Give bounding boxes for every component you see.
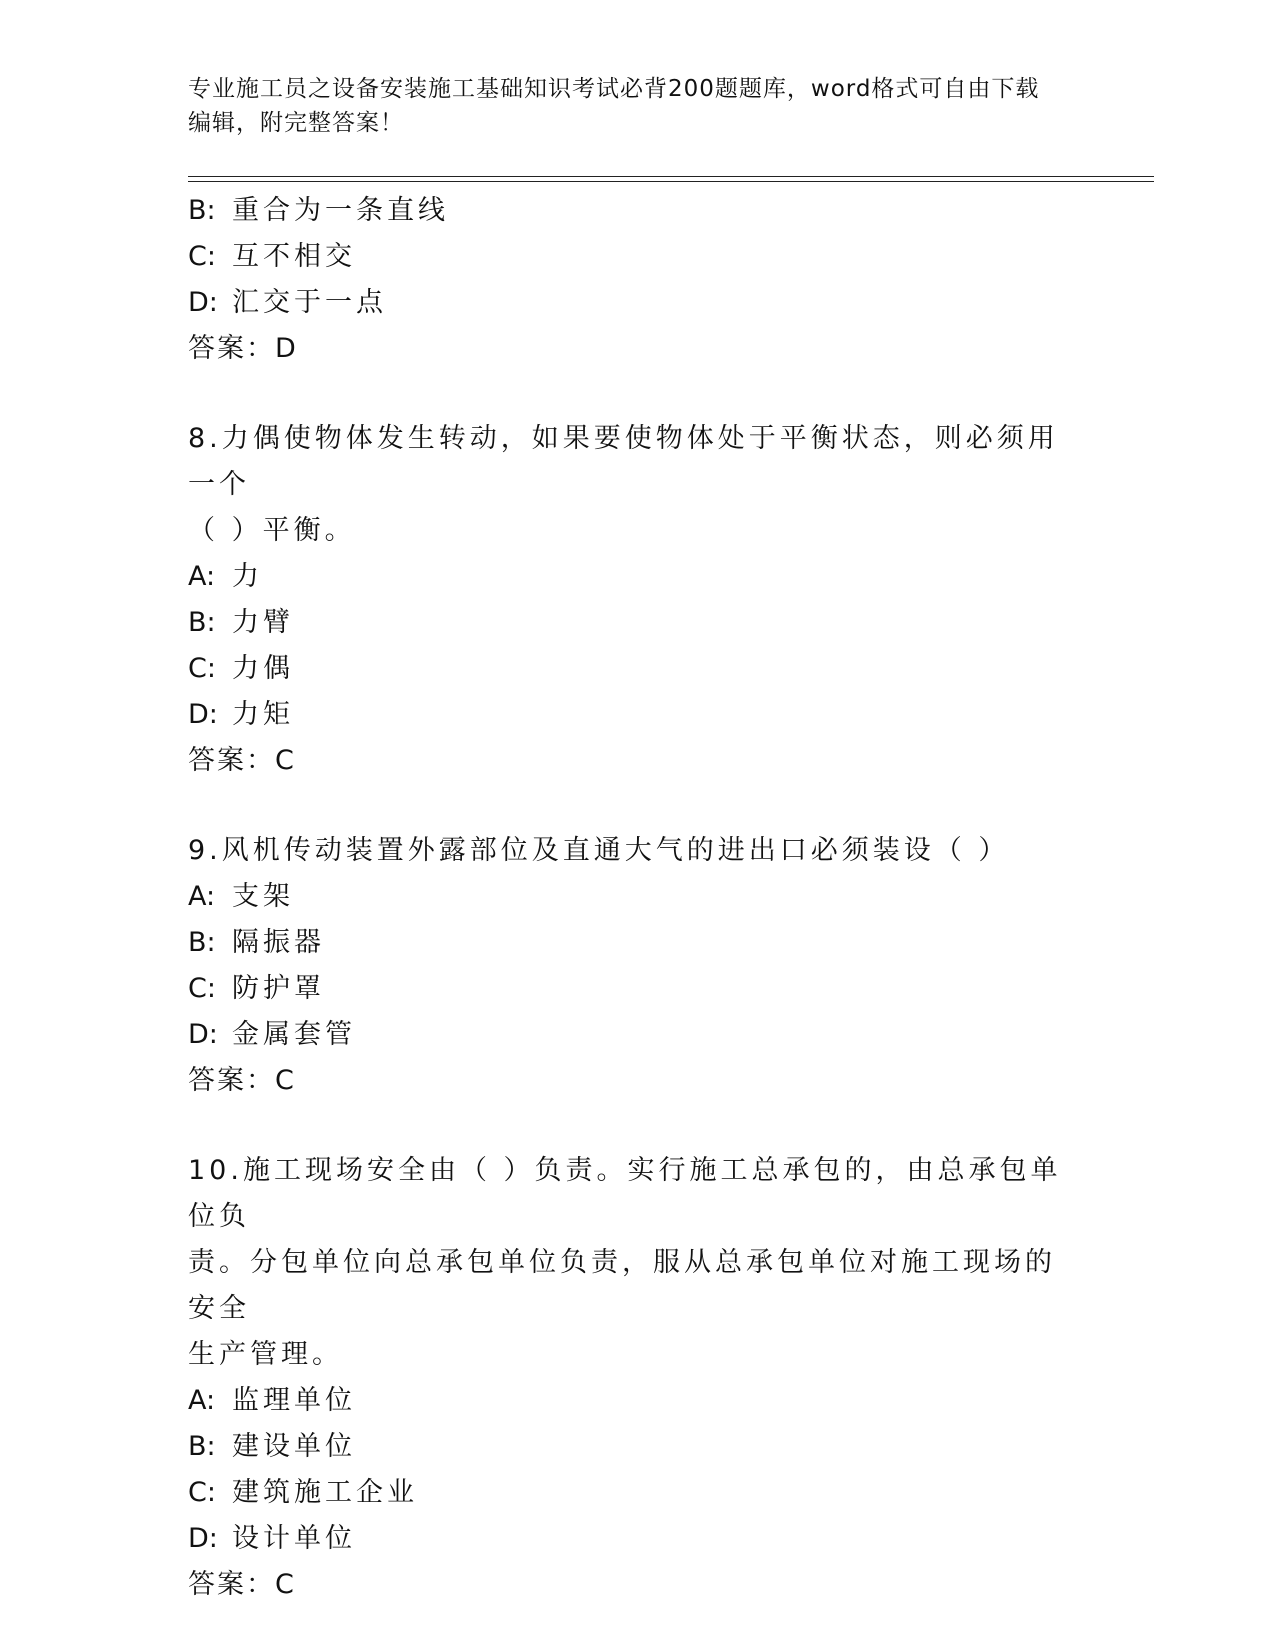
question-stem-line: 10.施工现场安全由（ ）负责。实行施工总承包的，由总承包单位负 [188,1155,1062,1232]
header-line-2: 编辑，附完整答案！ [188,110,404,136]
option-key: C: [188,653,216,684]
option-text: 力 [232,561,263,592]
answer-line [188,326,1068,372]
answer-value: C [275,745,296,776]
option-c [188,1470,1068,1516]
answer-line [188,738,1068,784]
option-b [188,600,1068,646]
header-divider-top [188,176,1154,177]
option-a [188,874,1068,920]
header-line-1: 专业施工员之设备安装施工基础知识考试必背200题题库，word格式可自由下载 [188,76,1040,102]
answer-value: D [275,333,298,364]
option-key: B: [188,607,216,638]
option-text: 监理单位 [232,1385,356,1416]
answer-label: 答案： [188,333,275,364]
option-key: D: [188,1523,218,1554]
answer-label: 答案： [188,1065,275,1096]
question-stem-line: 9.风机传动装置外露部位及直通大气的进出口必须装设（ ） [188,835,1010,866]
answer-label: 答案： [188,1569,275,1600]
question-stem-line: 8.力偶使物体发生转动，如果要使物体处于平衡状态，则必须用一个 [188,423,1059,500]
answer-line [188,1562,1068,1608]
option-text: 防护罩 [232,973,325,1004]
option-text: 力偶 [232,653,294,684]
answer-value: C [275,1569,296,1600]
option-text: 支架 [232,881,294,912]
option-key: D: [188,699,218,730]
question-list [188,188,1068,1608]
option-key: C: [188,241,216,272]
option-c [188,966,1068,1012]
option-c [188,646,1068,692]
answer-value: C [275,1065,296,1096]
answer-label: 答案： [188,745,275,776]
question-stem-line: （ ）平衡。 [188,515,356,546]
question-partial [188,188,1068,372]
question-8 [188,416,1068,784]
header-divider-bottom [188,181,1154,182]
option-key: C: [188,973,216,1004]
answer-line [188,1058,1068,1104]
document-header [188,72,1068,140]
option-b [188,188,1068,234]
option-d [188,1516,1068,1562]
option-text: 隔振器 [232,927,325,958]
question-stem-line: 责。分包单位向总承包单位负责，服从总承包单位对施工现场的安全 [188,1247,1056,1324]
option-text: 重合为一条直线 [232,195,449,226]
option-b [188,1424,1068,1470]
option-text: 互不相交 [232,241,356,272]
option-text: 金属套管 [232,1019,356,1050]
option-text: 力臂 [232,607,294,638]
question-stem-line: 生产管理。 [188,1339,343,1370]
option-c [188,234,1068,280]
option-key: C: [188,1477,216,1508]
option-text: 力矩 [232,699,294,730]
option-key: A: [188,881,216,912]
option-key: B: [188,1431,216,1462]
option-key: A: [188,561,216,592]
option-text: 建筑施工企业 [232,1477,418,1508]
option-d [188,280,1068,326]
question-9 [188,828,1068,1104]
option-a [188,1378,1068,1424]
question-10 [188,1148,1068,1608]
option-key: D: [188,1019,218,1050]
option-b [188,920,1068,966]
option-text: 设计单位 [232,1523,356,1554]
option-d [188,1012,1068,1058]
option-key: B: [188,927,216,958]
option-text: 建设单位 [232,1431,356,1462]
option-a [188,554,1068,600]
option-key: A: [188,1385,216,1416]
option-d [188,692,1068,738]
option-key: D: [188,287,218,318]
option-text: 汇交于一点 [232,287,387,318]
option-key: B: [188,195,216,226]
